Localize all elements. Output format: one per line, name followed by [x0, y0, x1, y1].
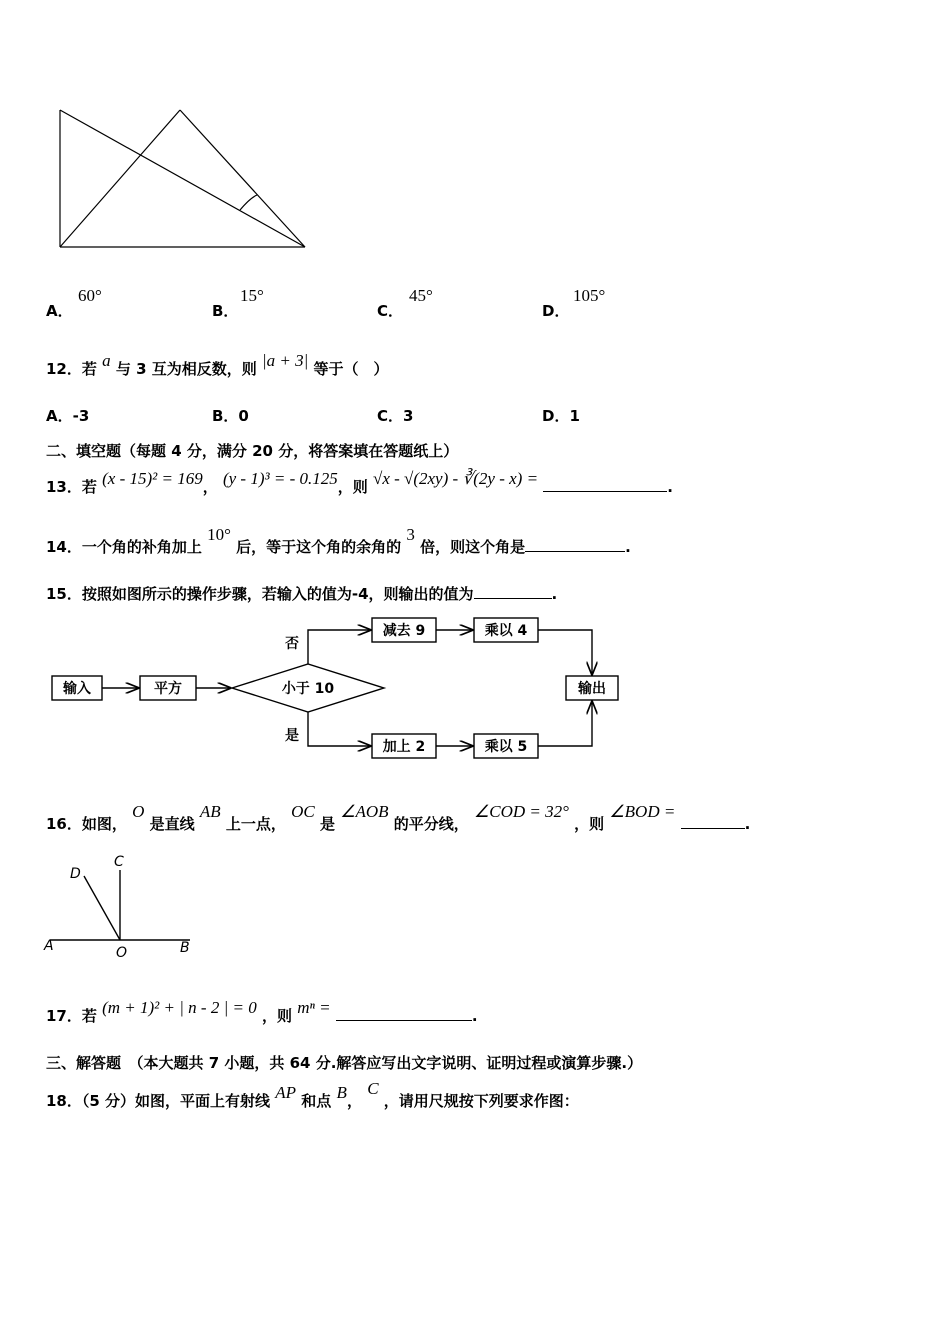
angle-arc — [240, 195, 257, 210]
q11-figure — [50, 100, 320, 260]
flow-times4-label: 乘以 4 — [484, 623, 528, 639]
flow-arrow — [308, 630, 370, 664]
q15-answer-blank — [474, 584, 552, 599]
q16-angle-cod: ∠COD = 32° — [474, 802, 569, 821]
q16-point-o: O — [132, 802, 145, 821]
q18-separator: ， — [346, 1092, 362, 1110]
q16-text-6: ，则 — [574, 815, 605, 833]
q12-option-b: B．0 — [212, 407, 249, 425]
q16-text-2: 是直线 — [149, 815, 195, 833]
flow-arrow — [308, 712, 370, 746]
q12-option-a: A．-3 — [46, 407, 90, 425]
q13-period: . — [667, 478, 673, 496]
q15-period: . — [551, 585, 558, 603]
q18-ray-ap: AP — [275, 1083, 297, 1102]
q13-expr-2: (y - 1)³ = - 0.125 — [222, 469, 338, 488]
q16-figure — [40, 850, 200, 965]
q12-text-2: 与 3 互为相反数，则 — [115, 360, 257, 378]
q14-text-1: 14．一个角的补角加上 — [46, 538, 202, 556]
section-3-heading: 三、解答题 （本大题共 7 小题，共 64 分.解答应写出文字说明、证明过程或演算步骤.） — [46, 1054, 643, 1072]
q11-option-c-label: C． — [377, 302, 404, 320]
flow-arrow — [538, 630, 592, 674]
q14-value-2: 3 — [406, 525, 415, 544]
label-a: A — [44, 938, 54, 954]
q13-prefix: 13．若 — [46, 478, 97, 496]
q16-text-3: 上一点， — [225, 815, 286, 833]
q18-text-3: ，请用尺规按下列要求作图： — [383, 1092, 579, 1110]
q11-option-b-value: 15° — [240, 286, 264, 305]
q14-answer-blank — [525, 537, 625, 552]
flow-yes-label: 是 — [285, 728, 299, 744]
q16-period: . — [744, 815, 751, 833]
flow-no-label: 否 — [285, 636, 299, 652]
q14-value-1: 10° — [207, 525, 231, 544]
q16-text-1: 16．如图， — [46, 815, 127, 833]
q12-text-1: 若 — [81, 360, 97, 378]
q11-option-c-value: 45° — [409, 286, 433, 305]
q15-text: 15．按照如图所示的操作步骤，若输入的值为-4，则输出的值为 — [46, 585, 474, 603]
q13-expr-3: √x - √(2xy) - ∛(2y - x) = — [372, 469, 539, 488]
label-b: B — [180, 940, 190, 956]
q12-variable: a — [102, 351, 111, 370]
q17-expression-2: mⁿ = — [297, 998, 331, 1017]
label-o: O — [116, 945, 128, 961]
q17-text-2: ，则 — [261, 1007, 292, 1025]
flow-arrow — [538, 702, 592, 746]
q12-text-3: 等于（ ） — [313, 360, 389, 378]
q18-text-2: 和点 — [301, 1092, 332, 1110]
q17-period: . — [471, 1007, 478, 1025]
q17-text-1: 17．若 — [46, 1007, 97, 1025]
q18-question — [46, 1079, 579, 1111]
q13-answer-blank — [543, 477, 667, 492]
q11-option-d-value: 105° — [573, 286, 606, 305]
q12-question — [46, 351, 389, 379]
figure-line — [60, 110, 305, 247]
q13-comma: ， — [202, 478, 218, 496]
flow-input-label: 输入 — [63, 681, 91, 697]
q12-option-c: C．3 — [377, 407, 414, 425]
q18-text-1: 18．（5 分）如图，平面上有射线 — [46, 1092, 271, 1110]
q14-period: . — [625, 538, 631, 556]
q11-option-b-label: B． — [212, 302, 239, 320]
q12-option-d: D．1 — [542, 407, 580, 425]
label-d: D — [70, 866, 81, 882]
flow-square-label: 平方 — [154, 681, 182, 697]
q14-question — [46, 525, 631, 557]
q11-option-a-value: 60° — [78, 286, 102, 305]
q12-number: 12． — [46, 360, 82, 378]
q17-question — [46, 998, 478, 1026]
flow-output-label: 输出 — [578, 681, 606, 697]
q12-expression: |a + 3| — [261, 351, 309, 370]
q18-point-b: B — [336, 1083, 347, 1102]
label-c: C — [114, 854, 124, 870]
q18-point-c: C — [367, 1079, 379, 1098]
q13-question — [46, 469, 673, 497]
q16-ray-oc: OC — [291, 802, 315, 821]
q11-option-a-label: A． — [46, 302, 73, 320]
figure-line — [180, 110, 305, 247]
q17-expression: (m + 1)² + | n - 2 | = 0 — [102, 998, 257, 1017]
q16-angle-bod: ∠BOD = — [609, 802, 676, 821]
flow-minus9-label: 减去 9 — [382, 623, 426, 639]
q16-answer-blank — [681, 814, 745, 829]
section-2-heading: 二、填空题（每题 4 分，满分 20 分，将答案填在答题纸上） — [46, 442, 459, 460]
q14-text-3: 倍，则这个角是 — [420, 538, 526, 556]
ray-od — [84, 876, 120, 940]
q14-text-2: 后，等于这个角的余角的 — [236, 538, 402, 556]
q16-question — [46, 802, 751, 834]
q11-option-d-label: D． — [542, 302, 570, 320]
q16-text-5: 的平分线， — [393, 815, 469, 833]
flow-times5-label: 乘以 5 — [484, 739, 528, 755]
q13-expr-1: (x - 15)² = 169 — [102, 469, 203, 488]
q16-line-ab: AB — [199, 802, 221, 821]
flow-plus2-label: 加上 2 — [382, 739, 426, 755]
flow-decision-label: 小于 10 — [281, 681, 335, 697]
q17-answer-blank — [336, 1006, 472, 1021]
q15-question — [46, 583, 557, 604]
q13-then: ，则 — [337, 478, 368, 496]
figure-line — [60, 110, 180, 247]
q16-text-4: 是 — [320, 815, 336, 833]
q16-angle-aob: ∠AOB — [340, 802, 389, 821]
q15-flowchart — [40, 612, 640, 762]
